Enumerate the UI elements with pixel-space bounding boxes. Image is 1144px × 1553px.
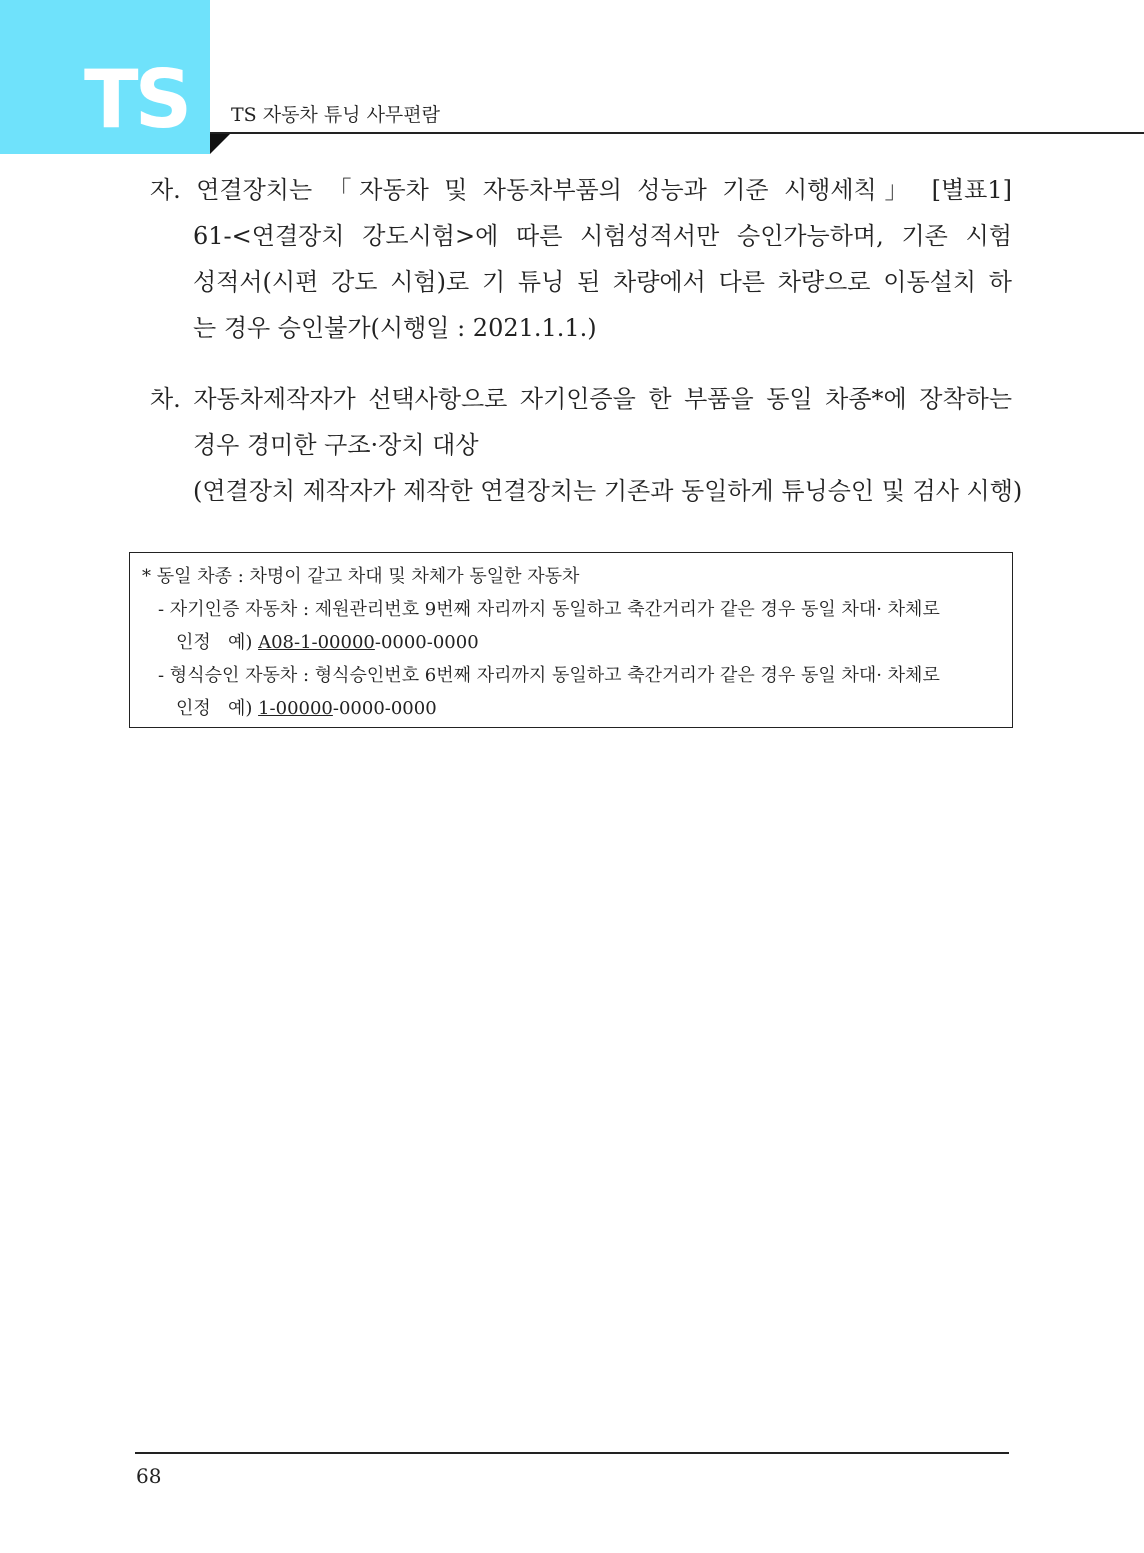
example-rest: -0000-0000 [332, 698, 437, 719]
example-underlined: 1-00000 [258, 698, 333, 719]
page-number: 68 [136, 1464, 162, 1488]
paragraph-line: 자. 연결장치는 「자동차 및 자동차부품의 성능과 기준 시행세칙」 [별표1] [150, 176, 1012, 204]
paragraph-line: 경우 경미한 구조·장치 대상 [193, 431, 479, 459]
paragraph-line: 61-<연결장치 강도시험>에 따른 시험성적서만 승인가능하며, 기존 시험 [193, 222, 1012, 250]
note-definition: * 동일 차종 : 차명이 같고 차대 및 차체가 동일한 자동차 [142, 566, 580, 587]
note-example-type-approved [130, 692, 1012, 725]
paragraph-line: 성적서(시편 강도 시험)로 기 튜닝 된 차량에서 다른 차량으로 이동설치 하 [193, 268, 1012, 296]
example-rest: -0000-0000 [374, 632, 479, 653]
logo-corner-shape [210, 134, 230, 154]
example-prefix: 인정 예) [176, 698, 259, 719]
paragraph-line: 차. 자동차제작자가 선택사항으로 자기인증을 한 부품을 동일 차종*에 장착하는 [150, 385, 1012, 413]
note-example-self-certified [130, 626, 1012, 659]
paragraph-cha [150, 376, 1023, 514]
note-item-type-approved: - 형식승인 자동차 : 형식승인번호 6번째 자리까지 동일하고 축간거리가 같은 경우 동일 차대· 차체로 [158, 665, 940, 686]
paragraph-ja [150, 167, 1012, 351]
paragraph-line: (연결장치 제작자가 제작한 연결장치는 기존과 동일하게 튜닝승인 및 검사 시행) [193, 477, 1023, 505]
logo-ts: TS [84, 53, 189, 146]
note-item-self-certified: - 자기인증 자동차 : 제원관리번호 9번째 자리까지 동일하고 축간거리가 같은 경우 동일 차대· 차체로 [158, 599, 940, 620]
paragraph-line: 는 경우 승인불가(시행일 : 2021.1.1.) [193, 314, 597, 342]
example-prefix: 인정 예) [176, 632, 259, 653]
header-rule [210, 132, 1144, 134]
note-box [129, 552, 1013, 728]
footer-rule [135, 1452, 1009, 1454]
logo-block [0, 0, 210, 154]
example-underlined: A08-1-00000 [258, 632, 375, 653]
running-header-title: TS 자동차 튜닝 사무편람 [231, 104, 440, 126]
